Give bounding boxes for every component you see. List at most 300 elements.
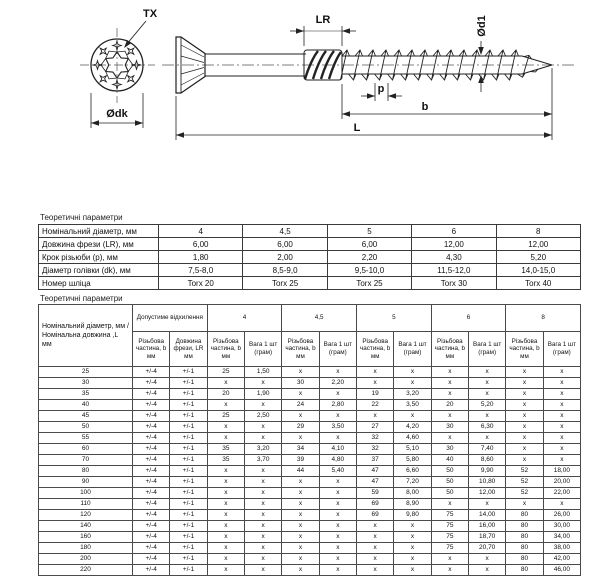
rib-star-icon	[100, 76, 106, 82]
table-cell: x	[207, 466, 244, 477]
table-row	[39, 264, 581, 277]
table2-title: Теоретичні параметри	[40, 294, 123, 303]
sub-header-thread: Різьбова частина, b мм	[357, 332, 394, 367]
table-cell: 12,00	[412, 238, 496, 251]
table-cell: x	[244, 378, 281, 389]
table-cell: Torx 30	[412, 277, 496, 290]
table-cell: x	[543, 499, 580, 510]
diameter-group-header: 4	[207, 305, 282, 332]
table-cell: 80	[506, 554, 543, 565]
table-cell: 80	[506, 510, 543, 521]
table-cell: x	[357, 565, 394, 576]
table-cell: +/-1	[170, 532, 207, 543]
table-cell: 46,00	[543, 565, 580, 576]
table-cell: x	[207, 554, 244, 565]
table-cell: 20	[431, 400, 468, 411]
table-cell: 75	[431, 532, 468, 543]
table-cell: x	[282, 499, 319, 510]
table-cell: +/-4	[133, 565, 170, 576]
table-cell: +/-4	[133, 488, 170, 499]
table-cell: x	[207, 477, 244, 488]
table-cell: 10,80	[469, 477, 506, 488]
table-cell: Torx 25	[243, 277, 327, 290]
table-cell: +/-1	[170, 499, 207, 510]
table-cell: Torx 20	[159, 277, 243, 290]
table-cell: 7,20	[394, 477, 431, 488]
sub-header-weight: Вага 1 шт (грам)	[394, 332, 431, 367]
table-cell: 42,00	[543, 554, 580, 565]
dimension-lr	[290, 14, 356, 46]
table-cell: 1,50	[244, 367, 281, 378]
table-cell: 3,20	[394, 389, 431, 400]
table-cell: 4	[159, 225, 243, 238]
table-cell: x	[543, 433, 580, 444]
table-cell: Torx 25	[327, 277, 411, 290]
table-cell: x	[431, 378, 468, 389]
length-cell: 200	[39, 554, 133, 565]
table-cell: +/-4	[133, 455, 170, 466]
table-cell: 11,5-12,0	[412, 264, 496, 277]
table-cell: 20,00	[543, 477, 580, 488]
table-cell: 5,20	[469, 400, 506, 411]
length-cell: 160	[39, 532, 133, 543]
table-cell: 44	[282, 466, 319, 477]
table-cell: 37	[357, 455, 394, 466]
table-cell: 50	[431, 466, 468, 477]
table-cell: x	[207, 543, 244, 554]
length-cell: 40	[39, 400, 133, 411]
dim-arrowhead-icon	[388, 93, 396, 99]
table-cell: x	[506, 422, 543, 433]
table-cell: x	[469, 554, 506, 565]
table-cell: 5,10	[394, 444, 431, 455]
leader-arrowhead-icon	[124, 40, 131, 48]
table-cell: x	[244, 488, 281, 499]
table-row	[39, 422, 581, 433]
table2-group-header-row	[39, 305, 581, 332]
table-cell: x	[506, 378, 543, 389]
table-cell: 18,70	[469, 532, 506, 543]
table-cell: x	[244, 422, 281, 433]
table-cell: x	[319, 499, 356, 510]
length-cell: 50	[39, 422, 133, 433]
table-cell: x	[357, 378, 394, 389]
table-cell: +/-4	[133, 521, 170, 532]
table-cell: x	[319, 389, 356, 400]
sub-header-weight: Вага 1 шт (грам)	[543, 332, 580, 367]
table-cell: +/-4	[133, 400, 170, 411]
table-cell: x	[357, 554, 394, 565]
table-cell: +/-4	[133, 499, 170, 510]
table-cell: 20	[207, 389, 244, 400]
table-row	[39, 477, 581, 488]
table-cell: +/-4	[133, 389, 170, 400]
table-cell: x	[469, 367, 506, 378]
dimensions-weight-table	[38, 304, 581, 576]
table-cell: x	[357, 521, 394, 532]
table-cell: 4,60	[394, 433, 431, 444]
table-cell: x	[543, 422, 580, 433]
table-cell: 69	[357, 499, 394, 510]
table-cell: +/-4	[133, 378, 170, 389]
table-cell: +/-1	[170, 389, 207, 400]
table-cell: x	[543, 455, 580, 466]
table-cell: x	[282, 433, 319, 444]
table-cell: +/-4	[133, 477, 170, 488]
table-cell: 75	[431, 543, 468, 554]
dimension-d1	[476, 15, 488, 92]
table-cell: x	[469, 389, 506, 400]
table-cell: x	[357, 411, 394, 422]
table-cell: x	[207, 532, 244, 543]
length-cell: 60	[39, 444, 133, 455]
table-cell: 6	[412, 225, 496, 238]
table-cell: 7,5-8,0	[159, 264, 243, 277]
table-cell: x	[319, 411, 356, 422]
table-row	[39, 521, 581, 532]
table-cell: x	[543, 378, 580, 389]
table-cell: 6,30	[469, 422, 506, 433]
table-cell: x	[244, 521, 281, 532]
length-cell: 25	[39, 367, 133, 378]
table2-body	[39, 367, 581, 576]
tx-label: TX	[143, 8, 158, 20]
screw-technical-drawing	[0, 0, 600, 208]
table-cell: +/-1	[170, 455, 207, 466]
dim-arrowhead-icon	[91, 120, 99, 126]
table-cell: x	[469, 499, 506, 510]
table-row	[39, 499, 581, 510]
table-cell: 6,00	[159, 238, 243, 251]
table-cell: x	[319, 532, 356, 543]
table-cell: x	[506, 411, 543, 422]
corner-header: Номінальний діаметр, мм / Номінальна довжина ,L мм	[39, 305, 133, 367]
table-cell: x	[319, 510, 356, 521]
table-cell: +/-1	[170, 521, 207, 532]
dk-label: Ødk	[106, 108, 128, 120]
table-cell: x	[244, 466, 281, 477]
table-cell: x	[543, 367, 580, 378]
table-cell: x	[244, 477, 281, 488]
table-cell: 30	[431, 444, 468, 455]
table-cell: x	[431, 499, 468, 510]
table-cell: x	[506, 444, 543, 455]
length-cell: 110	[39, 499, 133, 510]
table-cell: 6,60	[394, 466, 431, 477]
dimension-tx	[124, 8, 158, 48]
table-cell: 1,90	[244, 389, 281, 400]
dim-arrowhead-icon	[135, 120, 143, 126]
table-cell: +/-4	[133, 510, 170, 521]
table-row	[39, 389, 581, 400]
table-cell: x	[282, 565, 319, 576]
table-cell: 8,5-9,0	[243, 264, 327, 277]
dim-arrowhead-icon	[342, 28, 350, 34]
table-cell: x	[506, 433, 543, 444]
table-cell: x	[431, 411, 468, 422]
table-cell: 12,00	[469, 488, 506, 499]
table-cell: +/-4	[133, 466, 170, 477]
dim-arrowhead-icon	[544, 111, 552, 117]
table-cell: 47	[357, 466, 394, 477]
table-cell: 34,00	[543, 532, 580, 543]
d1-label: Ød1	[476, 15, 488, 37]
table-cell: 4,80	[319, 455, 356, 466]
table-cell: +/-1	[170, 411, 207, 422]
theoretical-parameters-table	[38, 224, 581, 290]
table-cell: 5	[327, 225, 411, 238]
table-cell: x	[431, 565, 468, 576]
table-cell: 2,20	[319, 378, 356, 389]
row-label: Номінальний діаметр, мм	[39, 225, 159, 238]
sub-header-thread: Різьбова частина, b мм	[506, 332, 543, 367]
length-cell: 35	[39, 389, 133, 400]
diameter-group-header: 5	[357, 305, 432, 332]
table-cell: x	[543, 400, 580, 411]
table-cell: 80	[506, 565, 543, 576]
table-cell: x	[431, 554, 468, 565]
table-cell: +/-1	[170, 466, 207, 477]
table-row	[39, 225, 581, 238]
table-row	[39, 466, 581, 477]
table-cell: 9,5-10,0	[327, 264, 411, 277]
table-cell: x	[282, 543, 319, 554]
table-cell: +/-4	[133, 532, 170, 543]
table-cell: 50	[431, 477, 468, 488]
table-cell: x	[244, 400, 281, 411]
table-cell: x	[207, 521, 244, 532]
table-cell: x	[207, 565, 244, 576]
table-cell: 34	[282, 444, 319, 455]
table-row	[39, 277, 581, 290]
table-cell: 4,10	[319, 444, 356, 455]
row-label: Діаметр голівки (dk), мм	[39, 264, 159, 277]
table-row	[39, 455, 581, 466]
table-cell: x	[506, 455, 543, 466]
sub-header-weight: Вага 1 шт (грам)	[469, 332, 506, 367]
table-cell: 50	[431, 488, 468, 499]
diameter-group-header: 4,5	[282, 305, 357, 332]
dimension-l	[176, 96, 552, 140]
table-cell: x	[244, 510, 281, 521]
table-cell: 8,90	[394, 499, 431, 510]
table-cell: x	[319, 488, 356, 499]
table-cell: 27	[357, 422, 394, 433]
table-cell: 24	[282, 400, 319, 411]
table-cell: 25	[207, 367, 244, 378]
table-cell: 6,00	[327, 238, 411, 251]
diameter-group-header: 8	[506, 305, 581, 332]
table-cell: x	[207, 510, 244, 521]
table-cell: x	[394, 521, 431, 532]
table-cell: x	[469, 565, 506, 576]
table-cell: +/-4	[133, 444, 170, 455]
table-cell: x	[282, 488, 319, 499]
table-cell: x	[282, 554, 319, 565]
table-cell: 80	[506, 521, 543, 532]
table-cell: 8,00	[394, 488, 431, 499]
row-label: Номер шліца	[39, 277, 159, 290]
table-cell: x	[357, 532, 394, 543]
table-cell: x	[282, 389, 319, 400]
length-cell: 120	[39, 510, 133, 521]
table-cell: x	[207, 378, 244, 389]
table-cell: +/-4	[133, 367, 170, 378]
table-cell: 5,80	[394, 455, 431, 466]
sub-header-thread: Різьбова частина, b мм	[207, 332, 244, 367]
table-cell: x	[394, 565, 431, 576]
table-row	[39, 532, 581, 543]
table-cell: 32	[357, 433, 394, 444]
table-cell: x	[319, 554, 356, 565]
table-cell: x	[282, 411, 319, 422]
row-label: Крок різьюби (p), мм	[39, 251, 159, 264]
table-cell: 4,30	[412, 251, 496, 264]
table-cell: 75	[431, 521, 468, 532]
table-cell: x	[207, 488, 244, 499]
length-cell: 30	[39, 378, 133, 389]
sub-header-thread: Різьбова частина, b мм	[282, 332, 319, 367]
table-cell: x	[207, 499, 244, 510]
table-cell: 22	[357, 400, 394, 411]
table-cell: x	[282, 477, 319, 488]
table1-body	[39, 225, 581, 290]
screw-side-view	[162, 14, 576, 140]
sub-header-thread: Різьбова частина, b мм	[431, 332, 468, 367]
table-cell: 8,60	[469, 455, 506, 466]
length-cell: 70	[39, 455, 133, 466]
table-cell: 40	[431, 455, 468, 466]
tolerance-group-header: Допустиме відхилення	[133, 305, 208, 332]
p-label: p	[377, 83, 385, 95]
table-cell: 30	[431, 422, 468, 433]
table1-title: Теоретичні параметри	[40, 213, 123, 222]
table-row	[39, 251, 581, 264]
table-cell: 14,00	[469, 510, 506, 521]
table-cell: +/-1	[170, 400, 207, 411]
table-cell: x	[543, 411, 580, 422]
table-row	[39, 433, 581, 444]
table-cell: 30	[282, 378, 319, 389]
table-cell: 19	[357, 389, 394, 400]
table-cell: 3,50	[394, 400, 431, 411]
table-cell: 69	[357, 510, 394, 521]
table-row	[39, 444, 581, 455]
table-cell: x	[357, 543, 394, 554]
table-cell: 2,50	[244, 411, 281, 422]
table-cell: x	[394, 378, 431, 389]
table-cell: x	[282, 521, 319, 532]
sub-header-weight: Вага 1 шт (грам)	[319, 332, 356, 367]
screw-end-view	[80, 8, 158, 128]
table-cell: x	[207, 433, 244, 444]
table-cell: +/-1	[170, 444, 207, 455]
table-cell: +/-1	[170, 543, 207, 554]
table-cell: x	[469, 411, 506, 422]
dim-arrowhead-icon	[176, 132, 184, 138]
table-cell: x	[319, 565, 356, 576]
table-cell: +/-1	[170, 510, 207, 521]
dimension-p	[361, 83, 402, 101]
length-cell: 100	[39, 488, 133, 499]
table-cell: x	[394, 367, 431, 378]
table-row	[39, 411, 581, 422]
table-cell: x	[282, 532, 319, 543]
table-cell: 8	[496, 225, 580, 238]
rib-star-icon	[128, 48, 134, 54]
table-cell: +/-1	[170, 477, 207, 488]
table-cell: x	[319, 477, 356, 488]
length-cell: 90	[39, 477, 133, 488]
row-label: Довжина фрези (LR), мм	[39, 238, 159, 251]
table-cell: 47	[357, 477, 394, 488]
table-cell: x	[319, 521, 356, 532]
table-row	[39, 378, 581, 389]
table-cell: 1,80	[159, 251, 243, 264]
table-cell: 80	[506, 543, 543, 554]
table-cell: 3,50	[319, 422, 356, 433]
table-cell: 5,40	[319, 466, 356, 477]
table-row	[39, 400, 581, 411]
table-cell: x	[244, 532, 281, 543]
table-cell: +/-4	[133, 411, 170, 422]
table-cell: x	[319, 433, 356, 444]
table-row	[39, 543, 581, 554]
table-cell: 26,00	[543, 510, 580, 521]
table-cell: 18,00	[543, 466, 580, 477]
table-cell: x	[394, 532, 431, 543]
table-cell: 2,20	[327, 251, 411, 264]
sub-header: Довжина фрези, LR мм	[170, 332, 207, 367]
table-cell: 38,00	[543, 543, 580, 554]
table-cell: 2,00	[243, 251, 327, 264]
table-cell: 29	[282, 422, 319, 433]
table-cell: x	[394, 554, 431, 565]
table-cell: x	[431, 389, 468, 400]
table-cell: x	[543, 389, 580, 400]
table-cell: 52	[506, 488, 543, 499]
table-cell: 75	[431, 510, 468, 521]
table-cell: x	[469, 378, 506, 389]
table-row	[39, 510, 581, 521]
dim-arrowhead-icon	[342, 111, 350, 117]
table-cell: x	[244, 433, 281, 444]
table-cell: x	[506, 389, 543, 400]
table-cell: +/-4	[133, 422, 170, 433]
table-cell: x	[543, 444, 580, 455]
dim-arrowhead-icon	[296, 28, 304, 34]
table-cell: 2,80	[319, 400, 356, 411]
table-cell: +/-1	[170, 367, 207, 378]
l-label: L	[353, 122, 361, 134]
table-cell: +/-1	[170, 565, 207, 576]
table-cell: Torx 40	[496, 277, 580, 290]
table-cell: 22,00	[543, 488, 580, 499]
table-cell: +/-1	[170, 433, 207, 444]
sub-header-weight: Вага 1 шт (грам)	[244, 332, 281, 367]
table-cell: x	[357, 367, 394, 378]
table-row	[39, 488, 581, 499]
table-cell: 30,00	[543, 521, 580, 532]
table-cell: +/-4	[133, 543, 170, 554]
table-cell: x	[431, 433, 468, 444]
table-cell: 7,40	[469, 444, 506, 455]
table-cell: 32	[357, 444, 394, 455]
table-cell: 52	[506, 466, 543, 477]
length-cell: 140	[39, 521, 133, 532]
table-cell: 6,00	[243, 238, 327, 251]
table-cell: +/-4	[133, 433, 170, 444]
